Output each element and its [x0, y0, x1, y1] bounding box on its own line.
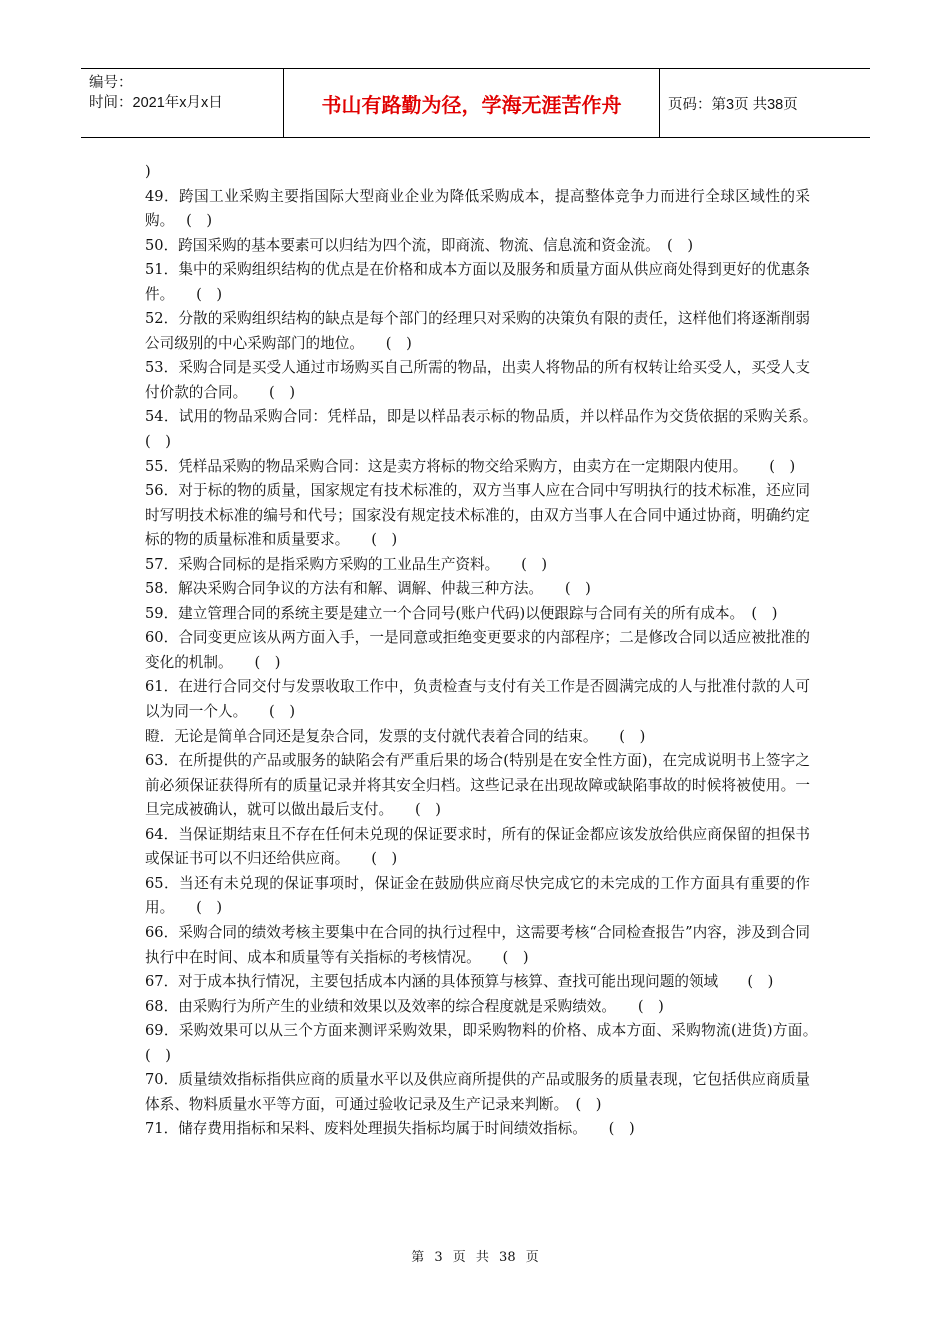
list-item: 71．储存费用指标和呆料、废料处理损失指标均属于时间绩效指标。 ( ) — [145, 1120, 635, 1138]
list-item: 57．采购合同标的是指采购方采购的工业品生产资料。 ( ) — [145, 555, 548, 573]
list-item: ) — [145, 163, 151, 180]
list-item: 70．质量绩效指标指供应商的质量水平以及供应商所提供的产品或服务的质量表现，它包括供应商质量体系、物料质量水平等方面，可通过验收记录及生产记录来判断。 ( ) — [145, 1071, 810, 1113]
list-item: 56．对于标的物的质量，国家规定有技术标准的，双方当事人应在合同中写明执行的技术标准，还应同时写明技术标准的编号和代号；国家没有规定技术标准的，由双方当事人在合同中通过协商，明确约定标的物的质量标准和质量要求。 ( ) — [145, 482, 810, 549]
list-item: 52．分散的采购组织结构的缺点是每个部门的经理只对采购的决策负有限的责任，这样他们将逐渐削弱公司级别的中心采购部门的地位。 ( ) — [145, 310, 810, 352]
page-header — [81, 68, 870, 138]
list-item: 65．当还有未兑现的保证事项时，保证金在鼓励供应商尽快完成它的未完成的工作方面具有重要的作用。 ( ) — [145, 874, 810, 917]
header-meta — [81, 69, 284, 137]
list-item: 68．由采购行为所产生的业绩和效果以及效率的综合程度就是采购绩效。 ( ) — [145, 997, 664, 1015]
list-item: 55．凭样品采购的物品采购合同：这是卖方将标的物交给采购方，由卖方在一定期限内使用。 ( ) — [145, 457, 796, 475]
list-item: 67．对于成本执行情况，主要包括成本内涵的具体预算与核算、查找可能出现问题的领域 ( ) — [145, 973, 774, 991]
list-item: 61．在进行合同交付与发票收取工作中，负责检查与支付有关工作是否圆满完成的人与批准付款的人可以为同一个人。 ( ) — [145, 678, 810, 721]
question-list — [145, 160, 840, 1142]
page-footer: 第 3 页 共 38 页 — [411, 1250, 539, 1265]
list-item: 69．采购效果可以从三个方面来测评采购效果，即采购物料的价格、成本方面、采购物流(进货)方面。 ( ) — [145, 1022, 840, 1064]
list-item: 58．解决采购合同争议的方法有和解、调解、仲裁三种方法。 ( ) — [145, 580, 591, 598]
list-item: 瞪．无论是简单合同还是复杂合同，发票的支付就代表着合同的结束。 ( ) — [145, 727, 646, 745]
list-item: 60．合同变更应该从两方面入手，一是同意或拒绝变更要求的内部程序；二是修改合同以适应被批准的变化的机制。 ( ) — [145, 629, 810, 671]
list-item: 51．集中的采购组织结构的优点是在价格和成本方面以及服务和质量方面从供应商处得到更好的优惠条件。 ( ) — [145, 261, 810, 303]
list-item: 49．跨国工业采购主要指国际大型商业企业为降低采购成本，提高整体竞争力而进行全球区域性的采购。 ( ) — [145, 187, 810, 230]
time-label: 时间：2021年x月x日 — [89, 95, 223, 111]
page-info: 页码：第3页 共38页 — [668, 96, 798, 113]
list-item: 63．在所提供的产品或服务的缺陷会有严重后果的场合(特别是在安全性方面)，在完成说明书上签字之前必须保证获得所有的质量记录并将其安全归档。这些记录在出现故障或缺陷事故的时候将被使用。一旦完成被确认，就可以做出最后支付。 ( ) — [145, 752, 810, 819]
list-item: 50．跨国采购的基本要素可以归结为四个流，即商流、物流、信息流和资金流。 ( ) — [145, 236, 694, 254]
list-item: 59．建立管理合同的系统主要是建立一个合同号(账户代码)以便跟踪与合同有关的所有成本。 ( ) — [145, 604, 778, 622]
list-item: 66．采购合同的绩效考核主要集中在合同的执行过程中，这需要考核“合同检查报告”内容，涉及到合同执行中在时间、成本和质量等有关指标的考核情况。 ( ) — [145, 923, 810, 966]
code-label: 编号： — [89, 75, 133, 91]
motto: 书山有路勤为径，学海无涯苦作舟 — [284, 69, 660, 137]
list-item: 54．试用的物品采购合同：凭样品，即是以样品表示标的物品质，并以样品作为交货依据的采购关系。 ( ) — [145, 408, 840, 451]
list-item: 64．当保证期结束且不存在任何未兑现的保证要求时，所有的保证金都应该发放给供应商保留的担保书或保证书可以不归还给供应商。 ( ) — [145, 825, 810, 868]
list-item: 53．采购合同是买受人通过市场购买自己所需的物品，出卖人将物品的所有权转让给买受人，买受人支付价款的合同。 ( ) — [145, 359, 810, 401]
